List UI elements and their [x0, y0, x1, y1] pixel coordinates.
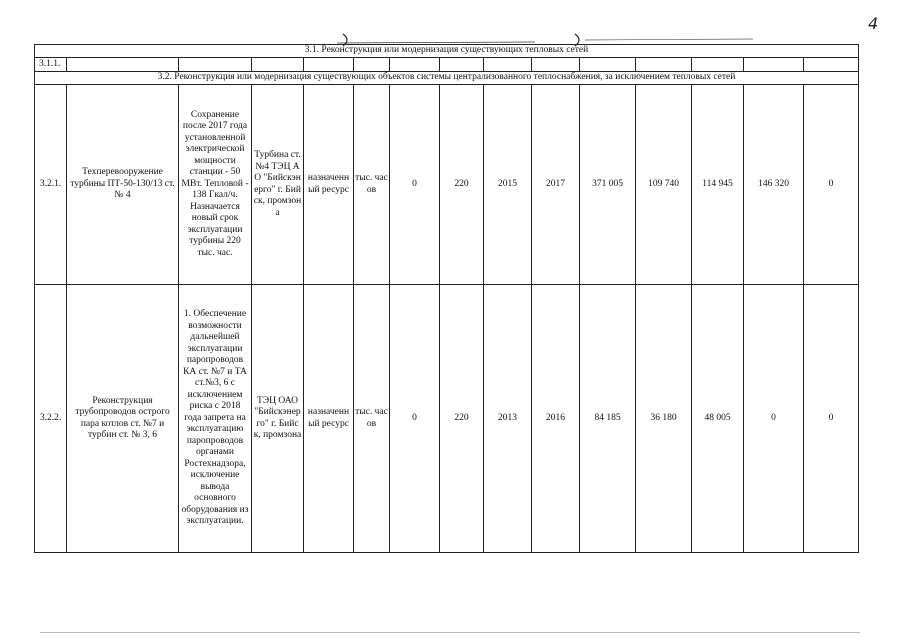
empty-cell [67, 58, 179, 72]
cost-2: 48 005 [692, 285, 744, 553]
empty-cell [580, 58, 636, 72]
empty-cell [440, 58, 484, 72]
cost-2: 114 945 [692, 85, 744, 285]
table-row [35, 85, 859, 285]
section-3-1-1-number: 3.1.1. [35, 58, 67, 72]
empty-cell [179, 58, 252, 72]
table-row [35, 285, 859, 553]
project-purpose: 1. Обеспечение возможности дальнейшей эксплуатации паропроводов КА ст. №7 и ТА ст.№3, 6 с исключением риска с 2018 года запрета на эксплуатацию паропроводов органами Ростехнадзора, исключение вывода основного оборудования из эксплуатации. [179, 285, 252, 553]
value-after: 220 [440, 85, 484, 285]
empty-cell [304, 58, 354, 72]
empty-cell [636, 58, 692, 72]
year-end: 2017 [532, 85, 580, 285]
project-name: Реконструкция трубопроводов острого пара котлов ст. №7 и турбин ст. № 3, 6 [67, 285, 179, 553]
row-number: 3.2.1. [35, 85, 67, 285]
project-location: ТЭЦ ОАО "Бийскэнерго" г. Бийск, промзона [252, 285, 304, 553]
value-before: 0 [390, 285, 440, 553]
cost-4: 0 [804, 285, 859, 553]
value-after: 220 [440, 285, 484, 553]
empty-cell [692, 58, 744, 72]
project-location: Турбина ст.№4 ТЭЦ АО "Бийскэнерго" г. Бийск, промзона [252, 85, 304, 285]
empty-cell [484, 58, 532, 72]
cost-3: 0 [744, 285, 804, 553]
value-before: 0 [390, 85, 440, 285]
empty-cell [744, 58, 804, 72]
section-3-1-title: 3.1. Реконструкция или модернизация существующих тепловых сетей [35, 45, 859, 58]
year-start: 2015 [484, 85, 532, 285]
cost-total: 371 005 [580, 85, 636, 285]
parameter-unit: тыс. часов [354, 85, 390, 285]
empty-cell [532, 58, 580, 72]
project-name: Техперевооружение турбины ПТ-50-130/13 ст. № 4 [67, 85, 179, 285]
cost-3: 146 320 [744, 85, 804, 285]
row-number: 3.2.2. [35, 285, 67, 553]
parameter-name: назначенный ресурс [304, 285, 354, 553]
year-start: 2013 [484, 285, 532, 553]
empty-cell [252, 58, 304, 72]
cost-1: 36 180 [636, 285, 692, 553]
investment-program-table [34, 44, 859, 553]
cost-4: 0 [804, 85, 859, 285]
project-purpose: Сохранение после 2017 года установленной электрической мощности станции - 50 МВт. Тепловой - 138 Гкал/ч. Назначается новый срок эксплуатации турбины 220 тыс. час. [179, 85, 252, 285]
page-number: 4 [868, 14, 879, 33]
empty-cell [804, 58, 859, 72]
empty-cell [390, 58, 440, 72]
parameter-name: назначенный ресурс [304, 85, 354, 285]
page-bottom-edge [40, 632, 860, 633]
empty-cell [354, 58, 390, 72]
section-3-2-title: 3.2. Реконструкция или модернизация существующих объектов системы централизованного теплоснабжения, за исключением тепловых сетей [35, 72, 859, 85]
parameter-unit: тыс. часов [354, 285, 390, 553]
cost-1: 109 740 [636, 85, 692, 285]
cost-total: 84 185 [580, 285, 636, 553]
year-end: 2016 [532, 285, 580, 553]
